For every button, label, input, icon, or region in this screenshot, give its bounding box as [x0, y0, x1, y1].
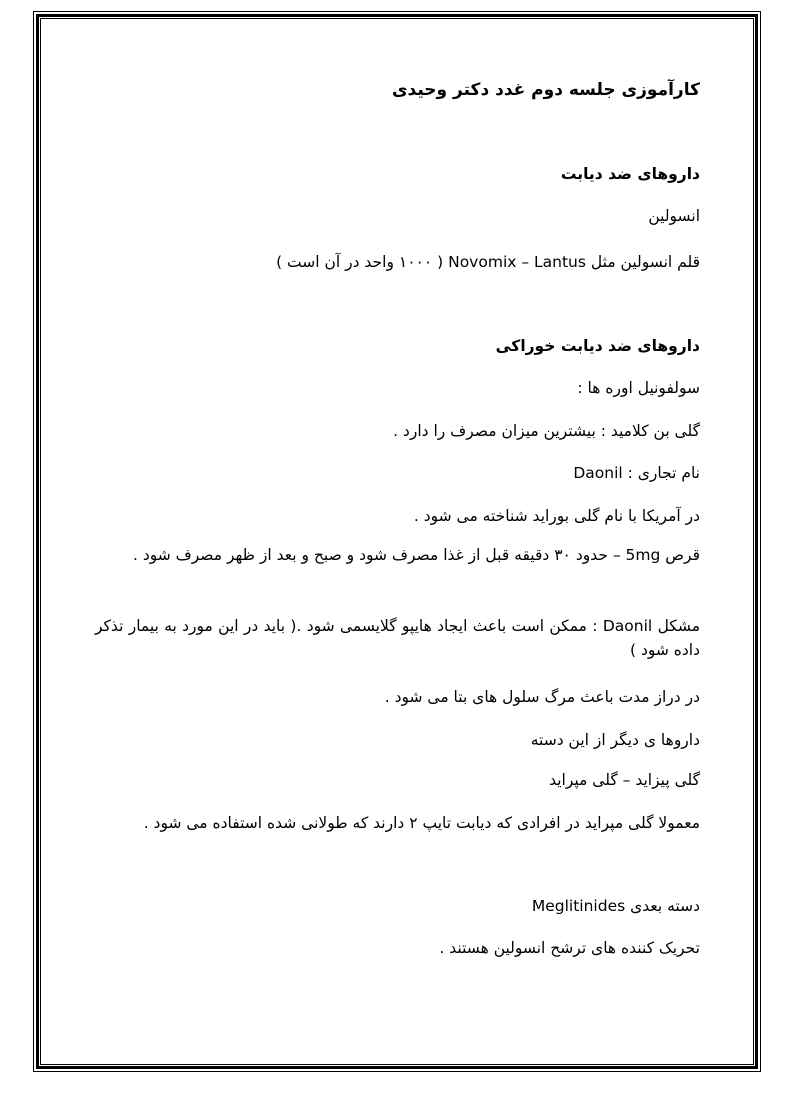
text-next-class [95, 894, 700, 918]
text-daonil-problem [95, 614, 700, 662]
text-brand-name [95, 461, 700, 485]
text-glibenclamide: گلی بن کلامید : بیشترین میزان مصرف را دارد . [393, 422, 700, 440]
text-brand-name-prefix: نام تجاری : [627, 464, 700, 482]
section-heading-oral-antidiabetic: داروهای ضد دیابت خوراکی [495, 337, 700, 355]
text-next-class-prefix: دسته بعدی [630, 897, 700, 915]
document-title: کارآموزی جلسه دوم غدد دکتر وحیدی [391, 80, 700, 100]
text-insulin-pen-suffix: ( ۱۰۰۰ واحد در آن است ) [276, 253, 444, 271]
text-problem-prefix: مشکل [657, 617, 700, 635]
text-tablet-dosage [95, 543, 700, 567]
text-insulin-pen-prefix: قلم انسولین مثل [590, 253, 700, 271]
text-insulin-brands: Novomix – Lantus [448, 253, 586, 271]
text-glipizide-glimepiride: گلی پیزاید – گلی مپراید [549, 771, 700, 789]
text-insulin-pen [95, 250, 700, 274]
text-other-drugs: داروها ی دیگر از این دسته [530, 731, 700, 749]
text-problem-brand: Daonil [602, 617, 653, 635]
text-tablet-dose: 5mg [625, 546, 661, 564]
text-meglitinides: Meglitinides [531, 897, 626, 915]
text-glimepiride-usage: معمولا گلی مپراید در افرادی که دیابت تایپ ۲ دارند که طولانی شده استفاده می شود . [143, 814, 700, 832]
text-brand-daonil: Daonil [573, 464, 623, 482]
text-tablet-prefix: قرص [665, 546, 700, 564]
text-glyburide: در آمریکا با نام گلی بوراید شناخته می شود . [413, 507, 700, 525]
section-heading-antidiabetic: داروهای ضد دیابت [560, 165, 700, 183]
text-insulin: انسولین [648, 207, 700, 225]
text-tablet-suffix: – حدود ۳۰ دقیقه قبل از غذا مصرف شود و صبح و بعد از ظهر مصرف شود . [133, 546, 621, 564]
text-sulfonylurea: سولفونیل اوره ها : [577, 379, 700, 397]
text-insulin-secretagogues: تحریک کننده های ترشح انسولین هستند . [439, 939, 700, 957]
text-beta-cells: در دراز مدت باعث مرگ سلول های بتا می شود . [384, 688, 700, 706]
text-problem-suffix: : ممکن است باعث ایجاد هایپو گلایسمی شود .( باید در این مورد به بیمار تذکر داده شود ) [95, 617, 700, 659]
